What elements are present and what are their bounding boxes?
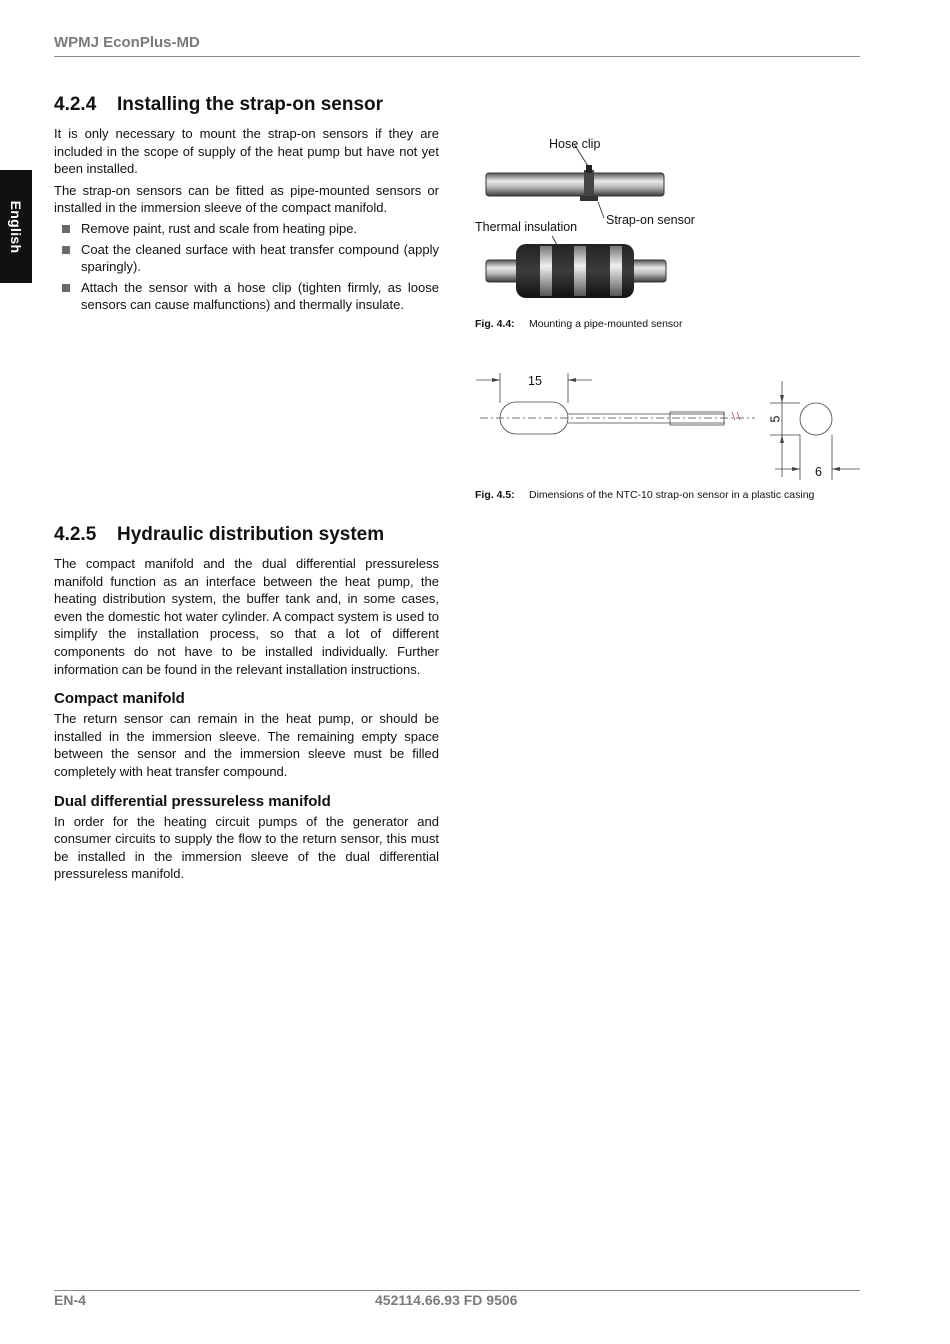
- caption-text: Dimensions of the NTC-10 strap-on sensor in a plastic casing: [529, 489, 815, 501]
- footer-rule: [54, 1290, 860, 1291]
- language-tab-label: English: [8, 200, 24, 253]
- section-number: 4.2.4: [54, 94, 97, 115]
- paragraph: The return sensor can remain in the heat pump, or should be installed in the immersion sleeve. The remaining empty space between the sensor and the immersion sleeve must be filled completely with heat transfer compound.: [54, 711, 439, 779]
- figure-caption-4-5: [475, 489, 814, 501]
- caption-number: Fig. 4.5:: [475, 489, 515, 501]
- subheading-compact-manifold: Compact manifold: [54, 690, 185, 708]
- section-425-body: [54, 555, 439, 883]
- label-strap-on-sensor: Strap-on sensor: [606, 213, 695, 227]
- section-heading-424: [54, 94, 383, 116]
- subheading-dual-differential-manifold: Dual differential pressureless manifold: [54, 792, 331, 810]
- dimension-width: 6: [815, 465, 822, 479]
- paragraph: In order for the heating circuit pumps of the generator and consumer circuits to supply the flow to the return sensor, this must be installed in the immersion sleeve of the dual differential pressureless manifold.: [54, 813, 439, 882]
- section-number: 4.2.5: [54, 524, 97, 545]
- label-hose-clip: Hose clip: [549, 137, 601, 151]
- language-tab: [0, 170, 32, 283]
- dimension-height: 5: [768, 415, 783, 423]
- paragraph: It is only necessary to mount the strap-on sensors if they are included in the scope of supply of the heat pump but have not yet been installed.: [54, 126, 439, 177]
- document-header-title: WPMJ EconPlus-MD: [54, 34, 200, 51]
- section-title: Hydraulic distribution system: [117, 524, 385, 545]
- list-item: Attach the sensor with a hose clip (tighten firmly, as loose sensors can cause malfunctions) and thermally insulate.: [54, 279, 439, 314]
- list-item: Coat the cleaned surface with heat transfer compound (apply sparingly).: [54, 241, 439, 276]
- caption-number: Fig. 4.4:: [475, 318, 515, 330]
- page-number: EN-4: [54, 1292, 86, 1308]
- section-heading-425: [54, 524, 384, 546]
- section-title: Installing the strap-on sensor: [117, 94, 384, 115]
- section-424-body: [54, 125, 439, 314]
- label-thermal-insulation: Thermal insulation: [475, 220, 578, 234]
- document-number: 452114.66.93 FD 9506: [375, 1292, 518, 1308]
- bullet-list: [54, 220, 439, 314]
- paragraph: The strap-on sensors can be fitted as pipe-mounted sensors or installed in the immersion sleeve of the compact manifold.: [54, 182, 439, 216]
- paragraph: The compact manifold and the dual differential pressureless manifold function as an interface between the heat pump, the heating distribution system, the buffer tank and, in some cases, even the domestic hot water cylinder. A compact system is used to simplify the installation process, so that a lot of different components do not have to be installed individually. Further information can be found in the relevant installation instructions.: [54, 556, 439, 677]
- figure-caption-4-4: [475, 318, 683, 330]
- header-rule: [54, 56, 860, 57]
- dimension-length: 15: [528, 374, 542, 388]
- list-item: Remove paint, rust and scale from heating pipe.: [54, 220, 439, 238]
- caption-text: Mounting a pipe-mounted sensor: [529, 318, 683, 330]
